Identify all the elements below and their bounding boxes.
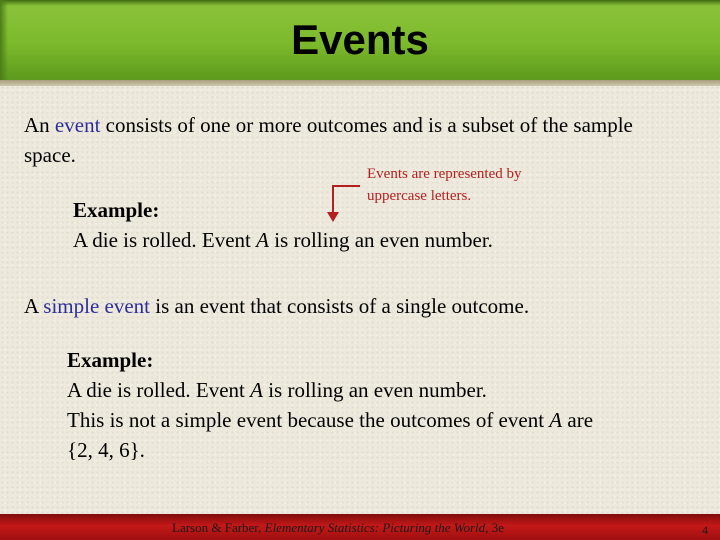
example-2 [67, 345, 707, 465]
example-1-var: A [256, 228, 269, 252]
callout-line-1: Events are represented by [367, 166, 522, 182]
simple-definition-rest: is an event that consists of a single outcome. [150, 294, 530, 318]
simple-event-definition [24, 291, 684, 321]
event-definition-rest: consists of one or more outcomes and is a subset of the sample space. [24, 113, 633, 167]
footer-author: Larson & Farber, [172, 520, 265, 535]
page-number: 4 [702, 523, 708, 537]
event-term: event [54, 113, 101, 137]
example-2-line2-b: are [562, 408, 594, 432]
event-definition-prefix: An [24, 113, 55, 137]
example-1 [73, 195, 693, 255]
example-1-text-a: A die is rolled. Event [73, 228, 257, 252]
example-1-heading: Example: [73, 198, 160, 222]
footer-edition: , 3e [485, 520, 504, 535]
example-2-line2-a: This is not a simple event because the outcomes of event [67, 408, 550, 432]
example-2-heading: Example: [67, 348, 154, 372]
simple-definition-prefix: A [24, 294, 44, 318]
callout-line-2: uppercase letters. [367, 188, 472, 204]
simple-event-term: simple event [43, 294, 150, 318]
footer-book-title: Elementary Statistics: Picturing the World [264, 520, 486, 535]
example-2-line2-var: A [549, 408, 563, 432]
example-2-line1-b: is rolling an even number. [262, 378, 487, 402]
example-2-line1-var: A [250, 378, 263, 402]
example-2-line3: {2, 4, 6}. [67, 438, 145, 462]
slide-title: Events [291, 16, 429, 63]
example-2-line1-a: A die is rolled. Event [67, 378, 251, 402]
footer-citation [172, 519, 504, 537]
example-1-text-b: is rolling an even number. [268, 228, 493, 252]
